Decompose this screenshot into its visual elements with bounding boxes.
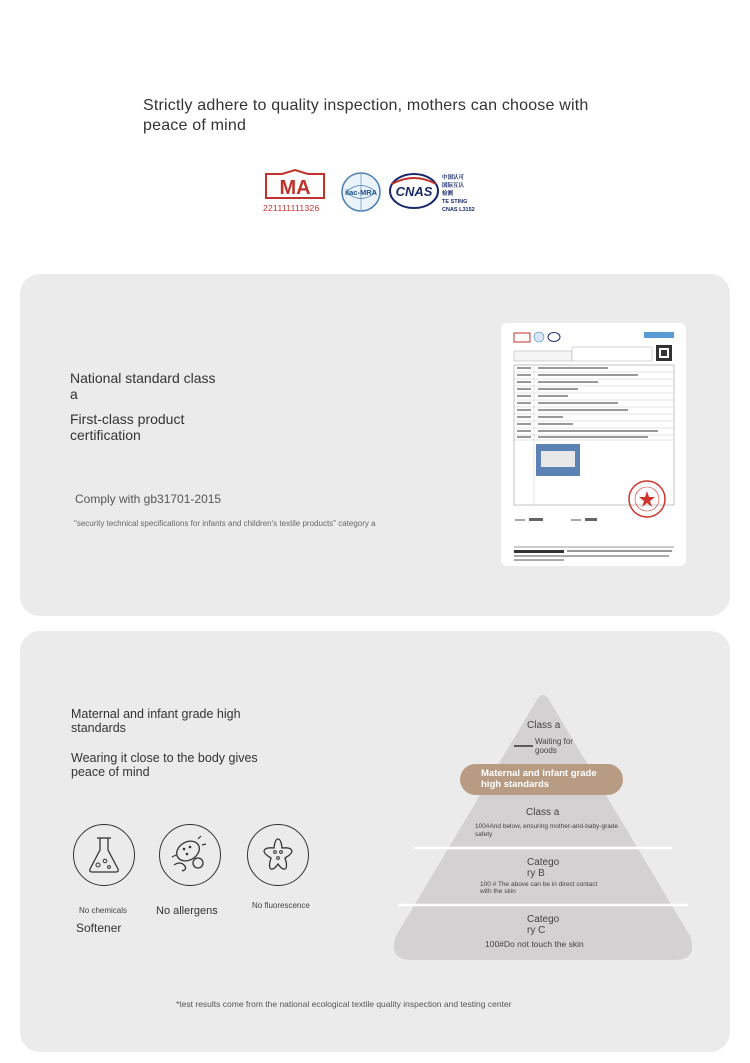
pyramid-tier3-desc: 100#Do not touch the skin — [485, 939, 584, 949]
headline: Strictly adhere to quality inspection, mothers can choose with peace of mind — [143, 97, 589, 134]
no-fluorescence-label: No fluorescence — [252, 901, 310, 910]
compliance-standard: Comply with gb31701-2015 — [75, 492, 222, 506]
cnas-registration: 中国认可 国际互认 检测 TE STING CNAS L3152 — [442, 175, 475, 213]
pyramid-tier2-desc: 100 # The above can be in direct contact with the skin — [480, 881, 598, 895]
test-report-image — [501, 323, 686, 566]
certification-logos — [262, 168, 482, 216]
pyramid-top-sub: Waiting for goods — [535, 737, 573, 755]
certification-title-line2: First-class product certification — [70, 411, 185, 443]
cnas-logo — [388, 172, 440, 210]
no-fluorescence-feature — [247, 824, 309, 886]
quality-pyramid — [390, 690, 700, 965]
certification-title-line1: National standard class a — [70, 370, 216, 402]
pyramid-highlight-banner — [460, 764, 623, 795]
test-report-document — [501, 323, 686, 566]
standards-subtitle: Wearing it close to the body gives peace of mind — [71, 751, 258, 779]
no-chemicals-feature — [73, 824, 135, 886]
cnas-logo-text: CNAS — [395, 184, 433, 199]
softener-label: Softener — [76, 921, 122, 935]
cma-logo — [262, 168, 328, 202]
no-chemicals-label: No chemicals — [79, 906, 128, 915]
bacteria-icon — [160, 825, 220, 885]
pyramid-tier3-title: Catego ry C — [527, 914, 560, 936]
standards-title: Maternal and infant grade high standards — [71, 707, 241, 735]
star-icon — [248, 825, 308, 885]
cma-logo-text: MA — [279, 177, 311, 199]
ilac-mra-logo — [340, 171, 382, 213]
pyramid-banner-text: Maternal and infant grade high standards — [481, 768, 597, 790]
ilac-logo-text: ilac-MRA — [344, 188, 378, 197]
pyramid-top-class: Class a — [527, 720, 561, 731]
pyramid-tier1-desc: 100#And below, ensuring mother-and-baby-grade safety — [475, 823, 619, 838]
no-allergens-label: No allergens — [156, 905, 218, 917]
pyramid-tier1-title: Class a — [526, 807, 560, 818]
test-source-footnote: *test results come from the national ecological textile quality inspection and testing center — [176, 999, 512, 1009]
cma-number: 221111111326 — [263, 203, 320, 213]
compliance-note: "security technical specifications for infants and children's textile products" category a — [74, 519, 376, 528]
pyramid-tier2-title: Catego ry B — [527, 857, 560, 879]
flask-icon — [74, 825, 134, 885]
no-allergens-feature — [159, 824, 221, 886]
